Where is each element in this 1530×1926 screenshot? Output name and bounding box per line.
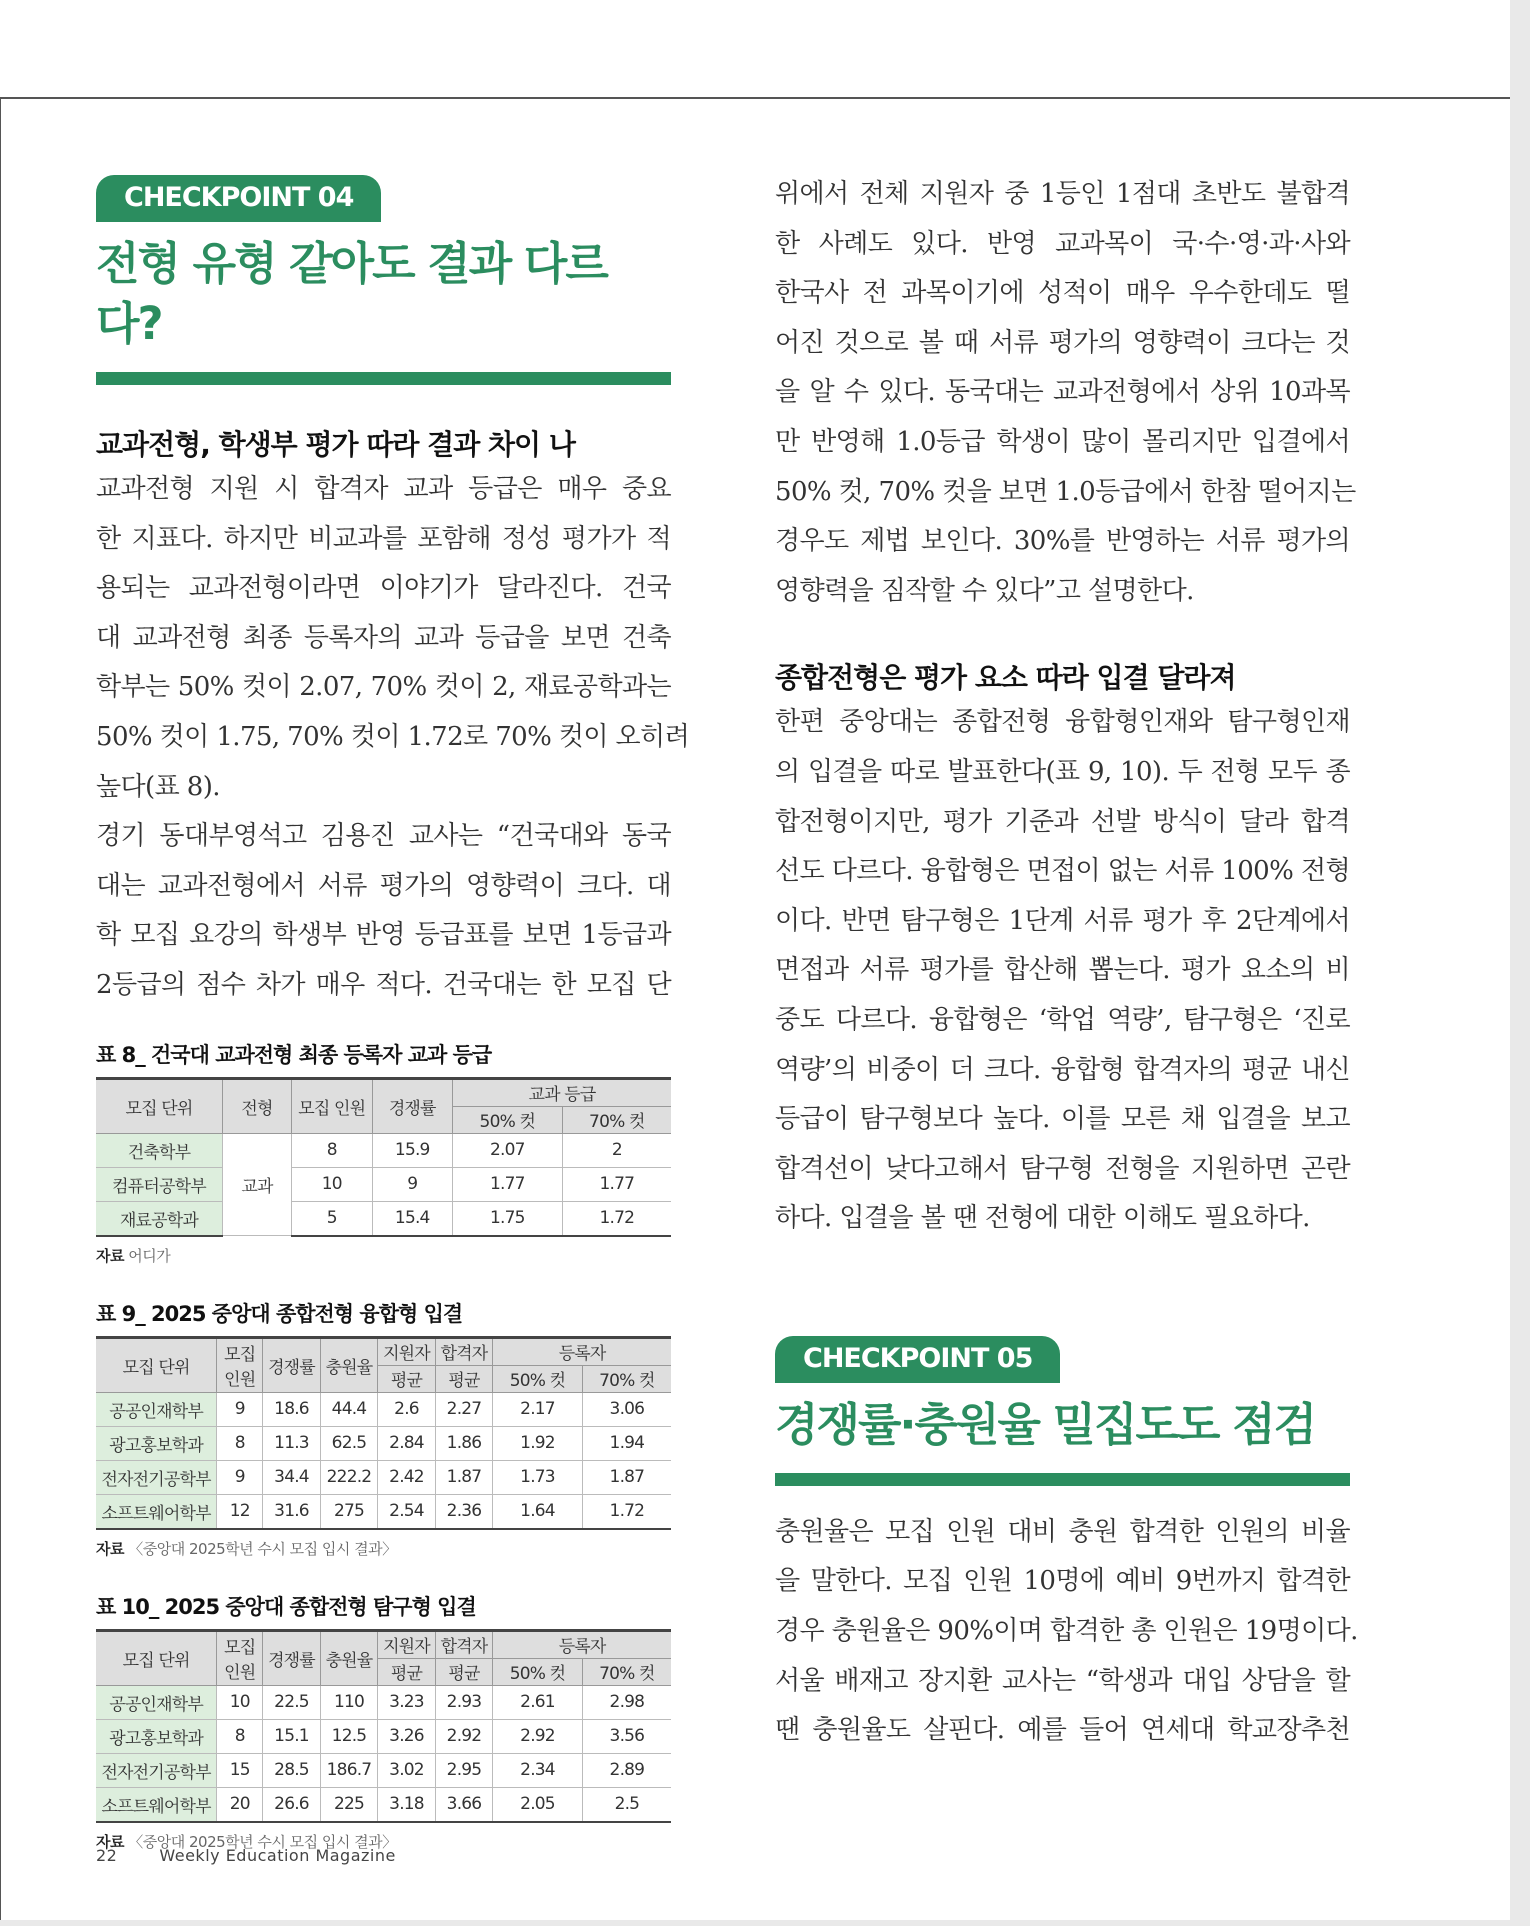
cell: 10 bbox=[292, 1167, 373, 1201]
table10 bbox=[96, 1629, 671, 1823]
table8-block bbox=[96, 1039, 671, 1266]
body-line: 대는 교과전형에서 서류 평가의 영향력이 크다. 대 bbox=[96, 870, 671, 901]
table8-source bbox=[96, 1245, 671, 1266]
checkpoint-05-badge: CHECKPOINT 05 bbox=[775, 1336, 1060, 1383]
cell: 2.42 bbox=[378, 1460, 436, 1494]
table-row bbox=[96, 1460, 671, 1494]
col-header: 70% 컷 bbox=[582, 1658, 671, 1685]
table-row bbox=[96, 1392, 671, 1426]
col-header: 평균 bbox=[435, 1658, 493, 1685]
section3-body bbox=[775, 1508, 1358, 1756]
col-header: 교과 등급 bbox=[453, 1078, 672, 1106]
table8 bbox=[96, 1077, 671, 1237]
table-row bbox=[96, 1753, 671, 1787]
cell-unit: 전자전기공학부 bbox=[96, 1460, 217, 1494]
cell: 2.61 bbox=[493, 1685, 583, 1719]
body-line: 합격선이 낮다고해서 탐구형 전형을 지원하면 곤란 bbox=[775, 1153, 1350, 1184]
table-row bbox=[96, 1787, 671, 1822]
cell: 2 bbox=[562, 1133, 671, 1167]
body-line: 등급이 탐구형보다 높다. 이를 모른 채 입결을 보고 bbox=[775, 1104, 1350, 1135]
cell: 1.87 bbox=[435, 1460, 493, 1494]
col-header: 50% 컷 bbox=[493, 1658, 583, 1685]
cell: 1.73 bbox=[493, 1460, 583, 1494]
body-line: 을 알 수 있다. 동국대는 교과전형에서 상위 10과목 bbox=[775, 377, 1350, 408]
body-line: 이다. 반면 탐구형은 1단계 서류 평가 후 2단계에서 bbox=[775, 905, 1350, 936]
col-header: 70% 컷 bbox=[562, 1106, 671, 1133]
table9 bbox=[96, 1336, 671, 1530]
table-row bbox=[96, 1719, 671, 1753]
cell: 8 bbox=[217, 1426, 263, 1460]
cell-unit: 재료공학과 bbox=[96, 1201, 223, 1236]
cell: 2.34 bbox=[493, 1753, 583, 1787]
col-header: 합격자 bbox=[435, 1630, 493, 1658]
cell: 1.72 bbox=[562, 1201, 671, 1236]
col-header bbox=[217, 1337, 263, 1392]
cell: 1.72 bbox=[582, 1494, 671, 1529]
cell: 3.02 bbox=[378, 1753, 436, 1787]
cell: 44.4 bbox=[320, 1392, 378, 1426]
header-line: 인원 bbox=[224, 1370, 256, 1391]
cell: 1.92 bbox=[493, 1426, 583, 1460]
col-header: 평균 bbox=[378, 1658, 436, 1685]
table9-source bbox=[96, 1538, 671, 1559]
table-row bbox=[96, 1133, 671, 1167]
header-line: 모집 bbox=[224, 1638, 256, 1659]
body-line: 경우도 제법 보인다. 30%를 반영하는 서류 평가의 bbox=[775, 526, 1350, 557]
right-para1 bbox=[775, 170, 1356, 616]
table9-block bbox=[96, 1298, 671, 1559]
cell: 2.95 bbox=[435, 1753, 493, 1787]
body-line: 위에서 전체 지원자 중 1등인 1점대 초반도 불합격 bbox=[775, 179, 1350, 209]
col-header: 모집 단위 bbox=[96, 1630, 217, 1685]
table10-title: 표 10_ 2025 중앙대 종합전형 탐구형 입결 bbox=[96, 1594, 476, 1619]
body-line: 대 교과전형 최종 등록자의 교과 등급을 보면 건축 bbox=[96, 622, 671, 653]
col-header: 모집 단위 bbox=[96, 1078, 223, 1133]
source-text: 〈중앙대 2025학년 수시 모집 입시 결과〉 bbox=[128, 1832, 397, 1851]
cell-unit: 광고홍보학과 bbox=[96, 1426, 217, 1460]
checkpoint-05-block bbox=[775, 1336, 1350, 1486]
header-line: 모집 bbox=[224, 1345, 256, 1366]
cell-unit: 광고홍보학과 bbox=[96, 1719, 217, 1753]
checkpoint-04-headline: 전형 유형 같아도 결과 다르다? bbox=[96, 237, 607, 350]
cell: 12 bbox=[217, 1494, 263, 1529]
cell: 5 bbox=[292, 1201, 373, 1236]
cell: 11.3 bbox=[263, 1426, 321, 1460]
cell: 9 bbox=[372, 1167, 453, 1201]
magazine-name: Weekly Education Magazine bbox=[159, 1846, 396, 1865]
section1-title: 교과전형, 학생부 평가 따라 결과 차이 나 bbox=[96, 428, 575, 461]
col-header: 합격자 bbox=[435, 1337, 493, 1365]
cell: 2.92 bbox=[493, 1719, 583, 1753]
table-row bbox=[96, 1426, 671, 1460]
source-label: 자료 bbox=[96, 1539, 124, 1558]
cell: 12.5 bbox=[320, 1719, 378, 1753]
col-header bbox=[217, 1630, 263, 1685]
col-header: 등록자 bbox=[493, 1630, 671, 1658]
cell: 225 bbox=[320, 1787, 378, 1822]
cell: 34.4 bbox=[263, 1460, 321, 1494]
body-line: 학부는 50% 컷이 2.07, 70% 컷이 2, 재료공학과는 bbox=[96, 672, 671, 703]
col-header: 70% 컷 bbox=[582, 1365, 671, 1392]
source-label: 자료 bbox=[96, 1832, 124, 1851]
body-line: 교과전형 지원 시 합격자 교과 등급은 매우 중요 bbox=[96, 474, 671, 504]
cell: 2.89 bbox=[582, 1753, 671, 1787]
cell: 2.92 bbox=[435, 1719, 493, 1753]
right-column bbox=[775, 170, 1358, 1756]
col-header: 경쟁률 bbox=[372, 1078, 453, 1133]
body-line: 높다(표 8). bbox=[96, 771, 220, 802]
col-header: 충원율 bbox=[320, 1630, 378, 1685]
table8-title: 표 8_ 건국대 교과전형 최종 등록자 교과 등급 bbox=[96, 1042, 492, 1067]
cell: 3.66 bbox=[435, 1787, 493, 1822]
cell: 1.77 bbox=[562, 1167, 671, 1201]
source-text: 어디가 bbox=[128, 1246, 171, 1265]
cell: 15.4 bbox=[372, 1201, 453, 1236]
cell: 8 bbox=[217, 1719, 263, 1753]
checkpoint-05-headline: 경쟁률·충원율 밀집도도 점검 bbox=[775, 1397, 1316, 1451]
cell-unit: 소프트웨어학부 bbox=[96, 1494, 217, 1529]
headline-underline bbox=[96, 372, 671, 385]
col-header: 평균 bbox=[378, 1365, 436, 1392]
col-header: 지원자 bbox=[378, 1630, 436, 1658]
cell: 31.6 bbox=[263, 1494, 321, 1529]
cell: 222.2 bbox=[320, 1460, 378, 1494]
body-line: 50% 컷이 1.75, 70% 컷이 1.72로 70% 컷이 오히려 bbox=[96, 721, 690, 752]
cell-unit: 전자전기공학부 bbox=[96, 1753, 217, 1787]
cell: 2.07 bbox=[453, 1133, 563, 1167]
cell: 2.84 bbox=[378, 1426, 436, 1460]
section1-body bbox=[96, 465, 690, 1011]
body-line: 한편 중앙대는 종합전형 융합형인재와 탐구형인재 bbox=[775, 707, 1350, 738]
table-row bbox=[96, 1201, 671, 1236]
cell: 110 bbox=[320, 1685, 378, 1719]
body-line: 선도 다르다. 융합형은 면접이 없는 서류 100% 전형 bbox=[775, 856, 1350, 887]
table-row bbox=[96, 1494, 671, 1529]
body-line: 만 반영해 1.0등급 학생이 많이 몰리지만 입결에서 bbox=[775, 426, 1350, 457]
body-line: 중도 다르다. 융합형은 ‘학업 역량’, 탐구형은 ‘진로 bbox=[775, 1004, 1350, 1035]
cell: 1.64 bbox=[493, 1494, 583, 1529]
cell: 15 bbox=[217, 1753, 263, 1787]
cell: 3.18 bbox=[378, 1787, 436, 1822]
table9-title: 표 9_ 2025 중앙대 종합전형 융합형 입결 bbox=[96, 1301, 463, 1326]
cell: 2.36 bbox=[435, 1494, 493, 1529]
cell: 1.87 bbox=[582, 1460, 671, 1494]
body-line: 면접과 서류 평가를 합산해 뽑는다. 평가 요소의 비 bbox=[775, 955, 1350, 986]
left-column bbox=[96, 175, 690, 1852]
cell: 2.54 bbox=[378, 1494, 436, 1529]
col-header: 충원율 bbox=[320, 1337, 378, 1392]
cell: 28.5 bbox=[263, 1753, 321, 1787]
cell: 2.98 bbox=[582, 1685, 671, 1719]
cell: 2.6 bbox=[378, 1392, 436, 1426]
cell-unit: 공공인재학부 bbox=[96, 1392, 217, 1426]
cell: 2.05 bbox=[493, 1787, 583, 1822]
cell-unit: 컴퓨터공학부 bbox=[96, 1167, 223, 1201]
cell: 26.6 bbox=[263, 1787, 321, 1822]
cell: 3.06 bbox=[582, 1392, 671, 1426]
col-header: 경쟁률 bbox=[263, 1337, 321, 1392]
cell: 9 bbox=[217, 1460, 263, 1494]
col-header: 평균 bbox=[435, 1365, 493, 1392]
body-line: 서울 배재고 장지환 교사는 “학생과 대입 상담을 할 bbox=[775, 1665, 1350, 1696]
col-header: 경쟁률 bbox=[263, 1630, 321, 1685]
cell-unit: 공공인재학부 bbox=[96, 1685, 217, 1719]
body-line: 50% 컷, 70% 컷을 보면 1.0등급에서 한참 떨어지는 bbox=[775, 476, 1356, 507]
cell: 1.86 bbox=[435, 1426, 493, 1460]
body-line: 경기 동대부영석고 김용진 교사는 “건국대와 동국 bbox=[96, 821, 671, 852]
cell: 20 bbox=[217, 1787, 263, 1822]
body-line: 용되는 교과전형이라면 이야기가 달라진다. 건국 bbox=[96, 573, 671, 604]
body-line: 학 모집 요강의 학생부 반영 등급표를 보면 1등급과 bbox=[96, 920, 671, 951]
page-footer bbox=[96, 1846, 396, 1865]
cell: 3.56 bbox=[582, 1719, 671, 1753]
body-line: 한 사례도 있다. 반영 교과목이 국·수·영·과·사와 bbox=[775, 228, 1350, 259]
cell: 9 bbox=[217, 1392, 263, 1426]
body-line: 땐 충원율도 살핀다. 예를 들어 연세대 학교장추천 bbox=[775, 1715, 1350, 1746]
body-line: 역량’의 비중이 더 크다. 융합형 합격자의 평균 내신 bbox=[775, 1054, 1350, 1085]
col-header: 모집 인원 bbox=[292, 1078, 373, 1133]
section2-title: 종합전형은 평가 요소 따라 입결 달라져 bbox=[775, 661, 1236, 695]
cell: 1.77 bbox=[453, 1167, 563, 1201]
col-header: 50% 컷 bbox=[493, 1365, 583, 1392]
body-line: 충원율은 모집 인원 대비 충원 합격한 인원의 비율 bbox=[775, 1516, 1350, 1547]
body-line: 을 말한다. 모집 인원 10명에 예비 9번까지 합격한 bbox=[775, 1566, 1350, 1597]
cell-unit: 건축학부 bbox=[96, 1133, 223, 1167]
cell: 1.94 bbox=[582, 1426, 671, 1460]
cell: 15.1 bbox=[263, 1719, 321, 1753]
cell: 2.17 bbox=[493, 1392, 583, 1426]
table-row bbox=[96, 1167, 671, 1201]
cell-type: 교과 bbox=[223, 1133, 292, 1236]
body-line: 한 지표다. 하지만 비교과를 포함해 정성 평가가 적 bbox=[96, 523, 671, 554]
cell: 62.5 bbox=[320, 1426, 378, 1460]
body-line: 한국사 전 과목이기에 성적이 매우 우수한데도 떨 bbox=[775, 278, 1350, 309]
col-header: 전형 bbox=[223, 1078, 292, 1133]
col-header: 등록자 bbox=[493, 1337, 671, 1365]
col-header: 지원자 bbox=[378, 1337, 436, 1365]
body-line: 하다. 입결을 볼 땐 전형에 대한 이해도 필요하다. bbox=[775, 1203, 1310, 1234]
body-line: 영향력을 짐작할 수 있다”고 설명한다. bbox=[775, 575, 1194, 606]
cell-unit: 소프트웨어학부 bbox=[96, 1787, 217, 1822]
header-line: 인원 bbox=[224, 1663, 256, 1684]
page-top-border bbox=[0, 97, 1510, 99]
cell: 3.23 bbox=[378, 1685, 436, 1719]
source-label: 자료 bbox=[96, 1246, 124, 1265]
cell: 18.6 bbox=[263, 1392, 321, 1426]
checkpoint-04-badge: CHECKPOINT 04 bbox=[96, 175, 381, 222]
cell: 186.7 bbox=[320, 1753, 378, 1787]
col-header: 50% 컷 bbox=[453, 1106, 563, 1133]
cell: 275 bbox=[320, 1494, 378, 1529]
body-line: 합전형이지만, 평가 기준과 선발 방식이 달라 합격 bbox=[775, 806, 1350, 837]
cell: 2.93 bbox=[435, 1685, 493, 1719]
body-line: 2등급의 점수 차가 매우 적다. 건국대는 한 모집 단 bbox=[96, 969, 671, 1000]
source-text: 〈중앙대 2025학년 수시 모집 입시 결과〉 bbox=[128, 1539, 397, 1558]
col-header: 모집 단위 bbox=[96, 1337, 217, 1392]
cell: 2.27 bbox=[435, 1392, 493, 1426]
table-row bbox=[96, 1685, 671, 1719]
body-line: 어진 것으로 볼 때 서류 평가의 영향력이 크다는 것 bbox=[775, 327, 1350, 358]
body-line: 의 입결을 따로 발표한다(표 9, 10). 두 전형 모두 종 bbox=[775, 756, 1350, 787]
cell: 2.5 bbox=[582, 1787, 671, 1822]
headline-underline bbox=[775, 1473, 1350, 1486]
cell: 8 bbox=[292, 1133, 373, 1167]
cell: 22.5 bbox=[263, 1685, 321, 1719]
cell: 1.75 bbox=[453, 1201, 563, 1236]
cell: 3.26 bbox=[378, 1719, 436, 1753]
cell: 15.9 bbox=[372, 1133, 453, 1167]
page-left-edge bbox=[0, 97, 1, 1920]
section2-body bbox=[775, 698, 1350, 1244]
page-number: 22 bbox=[96, 1846, 118, 1865]
body-line: 경우 충원율은 90%이며 합격한 총 인원은 19명이다. bbox=[775, 1616, 1358, 1647]
table10-block bbox=[96, 1591, 671, 1852]
cell: 10 bbox=[217, 1685, 263, 1719]
